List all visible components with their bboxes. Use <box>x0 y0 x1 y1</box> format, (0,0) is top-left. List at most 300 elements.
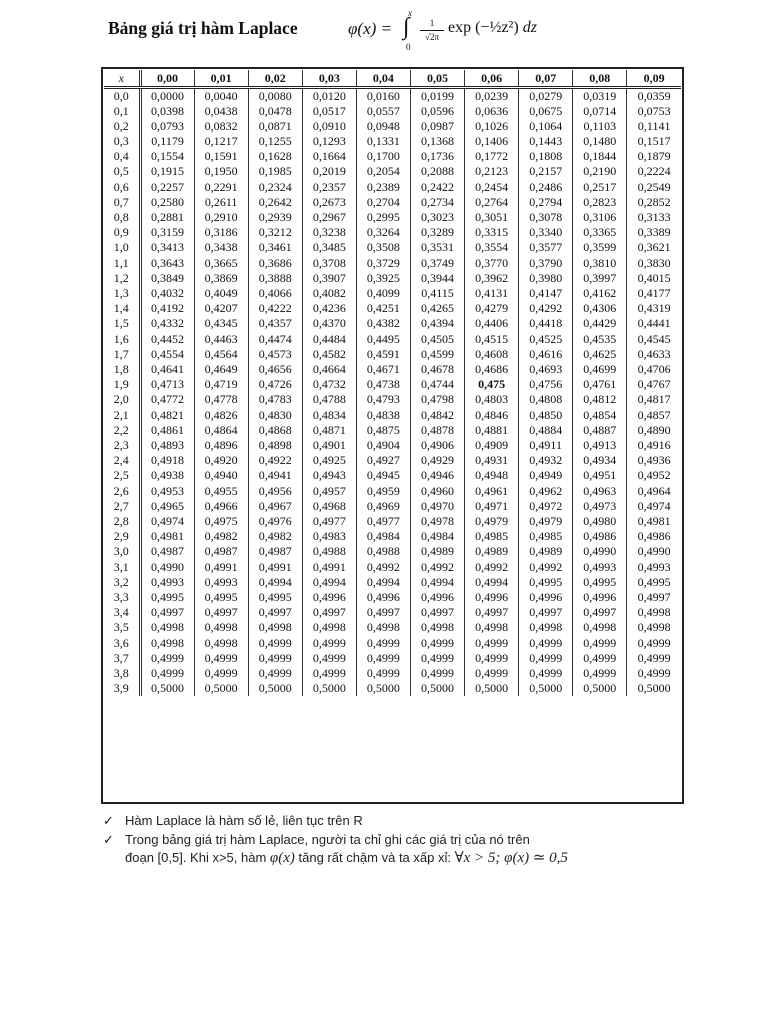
column-header: 0,05 <box>410 70 464 88</box>
table-cell: 0,0120 <box>302 88 356 105</box>
table-cell: 0,4719 <box>194 377 248 392</box>
table-cell: 0,4999 <box>573 651 627 666</box>
table-row <box>104 225 681 240</box>
table-cell: 0,4987 <box>194 544 248 559</box>
table-cell: 0,1331 <box>356 134 410 149</box>
table-cell: 0,3849 <box>140 271 194 286</box>
table-cell: 0,4962 <box>519 483 573 499</box>
table-cell: 0,4732 <box>302 377 356 392</box>
table-cell: 0,0557 <box>356 104 410 119</box>
table-cell: 0,4463 <box>194 331 248 347</box>
table-cell: 0,4999 <box>356 651 410 666</box>
table-row <box>104 331 681 347</box>
table-cell: 0,0753 <box>627 104 681 119</box>
table-cell: 0,3389 <box>627 225 681 240</box>
table-cell: 0,0871 <box>248 119 302 134</box>
table-cell: 0,5000 <box>248 681 302 696</box>
table-cell: 0,4177 <box>627 286 681 301</box>
table-cell: 0,4992 <box>356 559 410 575</box>
table-cell: 0,4994 <box>356 575 410 590</box>
table-cell: 0,0675 <box>519 104 573 119</box>
table-cell: 0,4977 <box>356 514 410 529</box>
table-cell: 0,4999 <box>410 651 464 666</box>
table-cell: 0,0832 <box>194 119 248 134</box>
table-cell: 0,3665 <box>194 255 248 271</box>
table-row <box>104 179 681 195</box>
table-cell: 0,4986 <box>627 529 681 544</box>
row-label: 2,7 <box>113 499 129 513</box>
table-cell: 0,4999 <box>465 635 519 651</box>
table-cell: 0,4554 <box>140 347 194 362</box>
table-row <box>104 119 681 134</box>
table-cell: 0,4406 <box>465 316 519 331</box>
table-cell: 0,4192 <box>140 301 194 316</box>
table-cell: 0,4861 <box>140 423 194 438</box>
table-cell: 0,4920 <box>194 453 248 468</box>
table-cell: 0,4986 <box>573 529 627 544</box>
table-cell: 0,4370 <box>302 316 356 331</box>
table-cell: 0,0000 <box>140 88 194 105</box>
table-cell: 0,4838 <box>356 407 410 423</box>
table-cell: 0,4963 <box>573 483 627 499</box>
table-cell: 0,4998 <box>248 620 302 635</box>
table-cell: 0,4979 <box>465 514 519 529</box>
note-text: đoạn [0,5]. Khi x>5, hàm <box>125 850 267 865</box>
table-cell: 0,475 <box>465 377 519 392</box>
table-cell: 0,3621 <box>627 240 681 255</box>
table-cell: 0,2324 <box>248 179 302 195</box>
table-cell: 0,4999 <box>140 666 194 681</box>
table-cell: 0,4965 <box>140 499 194 514</box>
table-cell: 0,4970 <box>410 499 464 514</box>
table-cell: 0,4535 <box>573 331 627 347</box>
column-header: 0,01 <box>194 70 248 88</box>
table-cell: 0,3413 <box>140 240 194 255</box>
table-cell: 0,2580 <box>140 195 194 210</box>
table-cell: 0,4345 <box>194 316 248 331</box>
table-cell: 0,4909 <box>465 438 519 453</box>
table-row <box>104 134 681 149</box>
table-cell: 0,1772 <box>465 149 519 164</box>
fraction-bar <box>420 30 444 31</box>
row-label: 3,8 <box>113 666 129 680</box>
table-cell: 0,4995 <box>519 575 573 590</box>
note-item <box>103 812 663 830</box>
table-cell: 0,4974 <box>140 514 194 529</box>
row-label: 1,6 <box>113 331 129 346</box>
table-cell: 0,5000 <box>519 681 573 696</box>
table-cell: 0,4812 <box>573 392 627 407</box>
table-cell: 0,4441 <box>627 316 681 331</box>
column-header: 0,06 <box>465 70 519 88</box>
table-cell: 0,4997 <box>410 605 464 620</box>
table-cell: 0,4998 <box>140 620 194 635</box>
row-label: 3,2 <box>113 575 129 589</box>
table-cell: 0,3438 <box>194 240 248 255</box>
table-row <box>104 468 681 483</box>
table-cell: 0,0199 <box>410 88 464 105</box>
table-cell: 0,4099 <box>356 286 410 301</box>
table-cell: 0,4996 <box>302 590 356 605</box>
table-cell: 0,4999 <box>356 666 410 681</box>
table-cell: 0,1700 <box>356 149 410 164</box>
table-cell: 0,4868 <box>248 423 302 438</box>
table-cell: 0,4699 <box>573 362 627 377</box>
table-cell: 0,5000 <box>194 681 248 696</box>
table-cell: 0,4978 <box>410 514 464 529</box>
table-cell: 0,4955 <box>194 483 248 499</box>
table-cell: 0,4625 <box>573 347 627 362</box>
table-cell: 0,3461 <box>248 240 302 255</box>
table-cell: 0,0596 <box>410 104 464 119</box>
table-row <box>104 605 681 620</box>
row-label: 0,1 <box>113 104 129 118</box>
table-cell: 0,0279 <box>519 88 573 105</box>
table-cell: 0,4998 <box>140 635 194 651</box>
table-cell: 0,4564 <box>194 347 248 362</box>
row-label: 2,6 <box>113 483 129 498</box>
table-cell: 0,4582 <box>302 347 356 362</box>
table-cell: 0,4999 <box>356 635 410 651</box>
table-cell: 0,3212 <box>248 225 302 240</box>
table-cell: 0,4979 <box>519 514 573 529</box>
table-cell: 0,4951 <box>573 468 627 483</box>
table-cell: 0,4971 <box>465 499 519 514</box>
table-cell: 0,4826 <box>194 407 248 423</box>
table-cell: 0,4382 <box>356 316 410 331</box>
table-cell: 0,4525 <box>519 331 573 347</box>
table-cell: 0,3869 <box>194 271 248 286</box>
table-cell: 0,4279 <box>465 301 519 316</box>
table-cell: 0,4633 <box>627 347 681 362</box>
table-row <box>104 210 681 225</box>
table-cell: 0,4999 <box>302 635 356 651</box>
table-cell: 0,4893 <box>140 438 194 453</box>
table-cell: 0,4922 <box>248 453 302 468</box>
table-cell: 0,4147 <box>519 286 573 301</box>
table-cell: 0,4998 <box>194 635 248 651</box>
fraction-denominator: √2π <box>425 32 439 42</box>
table-cell: 0,4943 <box>302 468 356 483</box>
table-cell: 0,4966 <box>194 499 248 514</box>
table-cell: 0,4995 <box>194 590 248 605</box>
column-header: 0,08 <box>573 70 627 88</box>
table-cell: 0,3340 <box>519 225 573 240</box>
table-row <box>104 559 681 575</box>
table-cell: 0,4991 <box>194 559 248 575</box>
table-cell: 0,4793 <box>356 392 410 407</box>
table-cell: 0,0793 <box>140 119 194 134</box>
table-cell: 0,0517 <box>302 104 356 119</box>
table-cell: 0,2054 <box>356 164 410 179</box>
table-cell: 0,3686 <box>248 255 302 271</box>
table-cell: 0,1591 <box>194 149 248 164</box>
table-cell: 0,3315 <box>465 225 519 240</box>
table-cell: 0,1103 <box>573 119 627 134</box>
table-cell: 0,4608 <box>465 347 519 362</box>
table-cell: 0,1736 <box>410 149 464 164</box>
column-header-x: x <box>104 70 140 88</box>
column-header: 0,07 <box>519 70 573 88</box>
table-cell: 0,4998 <box>410 620 464 635</box>
page-header <box>108 4 708 58</box>
table-cell: 0,4515 <box>465 331 519 347</box>
table-cell: 0,3133 <box>627 210 681 225</box>
table-cell: 0,4332 <box>140 316 194 331</box>
table-cell: 0,3485 <box>302 240 356 255</box>
table-cell: 0,4306 <box>573 301 627 316</box>
table-cell: 0,4505 <box>410 331 464 347</box>
table-cell: 0,2454 <box>465 179 519 195</box>
table-cell: 0,4997 <box>627 590 681 605</box>
table-cell: 0,5000 <box>465 681 519 696</box>
table-cell: 0,4896 <box>194 438 248 453</box>
table-cell: 0,3944 <box>410 271 464 286</box>
table-row <box>104 195 681 210</box>
table-cell: 0,0438 <box>194 104 248 119</box>
table-cell: 0,4934 <box>573 453 627 468</box>
table-cell: 0,0160 <box>356 88 410 105</box>
table-cell: 0,4996 <box>410 590 464 605</box>
row-label: 0,8 <box>113 210 129 224</box>
table-cell: 0,0239 <box>465 88 519 105</box>
table-cell: 0,4857 <box>627 407 681 423</box>
table-cell: 0,2939 <box>248 210 302 225</box>
table-cell: 0,4991 <box>302 559 356 575</box>
table-cell: 0,4994 <box>248 575 302 590</box>
table-cell: 0,4932 <box>519 453 573 468</box>
table-cell: 0,2088 <box>410 164 464 179</box>
table-cell: 0,0636 <box>465 104 519 119</box>
table-cell: 0,2734 <box>410 195 464 210</box>
row-label: 1,2 <box>113 271 129 285</box>
table-cell: 0,4992 <box>519 559 573 575</box>
table-cell: 0,4599 <box>410 347 464 362</box>
table-row <box>104 514 681 529</box>
table-cell: 0,4236 <box>302 301 356 316</box>
table-cell: 0,4884 <box>519 423 573 438</box>
table-cell: 0,4664 <box>302 362 356 377</box>
table-cell: 0,4744 <box>410 377 464 392</box>
table-cell: 0,4998 <box>302 620 356 635</box>
table-cell: 0,2257 <box>140 179 194 195</box>
row-label: 0,9 <box>113 225 129 239</box>
table-cell: 0,1844 <box>573 149 627 164</box>
row-label: 1,0 <box>113 240 129 254</box>
laplace-table-frame <box>101 67 684 804</box>
table-cell: 0,4945 <box>356 468 410 483</box>
note-item <box>103 831 663 867</box>
table-cell: 0,2910 <box>194 210 248 225</box>
table-cell: 0,4616 <box>519 347 573 362</box>
table-cell: 0,3186 <box>194 225 248 240</box>
table-cell: 0,4993 <box>573 559 627 575</box>
table-cell: 0,4961 <box>465 483 519 499</box>
table-cell: 0,4998 <box>356 620 410 635</box>
table-cell: 0,4772 <box>140 392 194 407</box>
row-label: 3,7 <box>113 651 129 665</box>
table-row <box>104 423 681 438</box>
table-cell: 0,2019 <box>302 164 356 179</box>
table-cell: 0,4591 <box>356 347 410 362</box>
row-label: 3,0 <box>113 544 129 558</box>
table-cell: 0,4999 <box>194 651 248 666</box>
table-row <box>104 164 681 179</box>
table-cell: 0,3508 <box>356 240 410 255</box>
notes-section <box>103 812 663 868</box>
row-label: 1,7 <box>113 347 129 361</box>
table-cell: 0,3599 <box>573 240 627 255</box>
table-cell: 0,2881 <box>140 210 194 225</box>
table-cell: 0,4452 <box>140 331 194 347</box>
table-cell: 0,5000 <box>140 681 194 696</box>
table-cell: 0,3106 <box>573 210 627 225</box>
table-cell: 0,4940 <box>194 468 248 483</box>
table-cell: 0,1808 <box>519 149 573 164</box>
table-cell: 0,4803 <box>465 392 519 407</box>
table-row <box>104 635 681 651</box>
table-cell: 0,2486 <box>519 179 573 195</box>
table-cell: 0,2389 <box>356 179 410 195</box>
table-cell: 0,4981 <box>627 514 681 529</box>
table-cell: 0,4916 <box>627 438 681 453</box>
table-cell: 0,4850 <box>519 407 573 423</box>
table-cell: 0,4996 <box>465 590 519 605</box>
table-cell: 0,4982 <box>194 529 248 544</box>
column-header: 0,02 <box>248 70 302 88</box>
column-header: 0,03 <box>302 70 356 88</box>
table-cell: 0,4985 <box>519 529 573 544</box>
table-cell: 0,1064 <box>519 119 573 134</box>
table-cell: 0,4686 <box>465 362 519 377</box>
table-cell: 0,4999 <box>465 651 519 666</box>
table-cell: 0,4967 <box>248 499 302 514</box>
table-cell: 0,4981 <box>140 529 194 544</box>
table-cell: 0,4948 <box>465 468 519 483</box>
table-cell: 0,4997 <box>465 605 519 620</box>
table-row <box>104 407 681 423</box>
table-cell: 0,4115 <box>410 286 464 301</box>
table-cell: 0,3790 <box>519 255 573 271</box>
row-label: 3,4 <box>113 605 129 619</box>
table-cell: 0,4913 <box>573 438 627 453</box>
table-cell: 0,4953 <box>140 483 194 499</box>
table-cell: 0,4906 <box>410 438 464 453</box>
integral-upper-limit: x <box>408 8 412 18</box>
table-cell: 0,4999 <box>410 666 464 681</box>
checkmark-icon: ✓ <box>103 813 114 828</box>
table-cell: 0,1026 <box>465 119 519 134</box>
table-cell: 0,4976 <box>248 514 302 529</box>
table-cell: 0,4495 <box>356 331 410 347</box>
table-cell: 0,2157 <box>519 164 573 179</box>
table-cell: 0,4938 <box>140 468 194 483</box>
table-cell: 0,4878 <box>410 423 464 438</box>
laplace-table <box>104 70 681 696</box>
table-row <box>104 575 681 590</box>
table-cell: 0,2517 <box>573 179 627 195</box>
table-row <box>104 590 681 605</box>
row-label: 1,9 <box>113 377 129 391</box>
table-cell: 0,4999 <box>519 666 573 681</box>
table-cell: 0,4925 <box>302 453 356 468</box>
table-row <box>104 483 681 499</box>
table-cell: 0,4993 <box>627 559 681 575</box>
table-cell: 0,3907 <box>302 271 356 286</box>
table-cell: 0,1406 <box>465 134 519 149</box>
table-cell: 0,1664 <box>302 149 356 164</box>
table-cell: 0,4778 <box>194 392 248 407</box>
table-cell: 0,4713 <box>140 377 194 392</box>
table-cell: 0,4974 <box>627 499 681 514</box>
table-cell: 0,4394 <box>410 316 464 331</box>
table-cell: 0,0040 <box>194 88 248 105</box>
table-cell: 0,4931 <box>465 453 519 468</box>
laplace-formula <box>348 4 608 58</box>
table-cell: 0,3078 <box>519 210 573 225</box>
table-cell: 0,4693 <box>519 362 573 377</box>
table-cell: 0,3770 <box>465 255 519 271</box>
table-cell: 0,4997 <box>140 605 194 620</box>
table-header-row <box>104 70 681 88</box>
row-label: 2,1 <box>113 407 129 422</box>
table-cell: 0,2794 <box>519 195 573 210</box>
table-row <box>104 271 681 286</box>
table-cell: 0,4992 <box>465 559 519 575</box>
formula-exponential <box>448 19 537 37</box>
table-cell: 0,4997 <box>302 605 356 620</box>
table-cell: 0,4960 <box>410 483 464 499</box>
table-cell: 0,1915 <box>140 164 194 179</box>
table-cell: 0,4998 <box>627 605 681 620</box>
integral-lower-limit: 0 <box>406 42 411 52</box>
table-cell: 0,2190 <box>573 164 627 179</box>
table-cell: 0,4066 <box>248 286 302 301</box>
table-cell: 0,4929 <box>410 453 464 468</box>
table-cell: 0,4842 <box>410 407 464 423</box>
table-cell: 0,4996 <box>519 590 573 605</box>
table-row <box>104 88 681 105</box>
table-cell: 0,4956 <box>248 483 302 499</box>
table-cell: 0,3051 <box>465 210 519 225</box>
table-cell: 0,4032 <box>140 286 194 301</box>
table-cell: 0,0910 <box>302 119 356 134</box>
table-cell: 0,4999 <box>248 666 302 681</box>
table-cell: 0,3159 <box>140 225 194 240</box>
row-label: 3,5 <box>113 620 129 634</box>
table-cell: 0,3997 <box>573 271 627 286</box>
table-cell: 0,4798 <box>410 392 464 407</box>
row-label: 2,5 <box>113 468 129 482</box>
table-cell: 0,3531 <box>410 240 464 255</box>
row-label: 0,6 <box>113 179 129 194</box>
table-cell: 0,4999 <box>248 651 302 666</box>
table-cell: 0,4846 <box>465 407 519 423</box>
formula-dz: dz <box>522 19 537 36</box>
table-cell: 0,4817 <box>627 392 681 407</box>
table-row <box>104 666 681 681</box>
table-cell: 0,5000 <box>356 681 410 696</box>
table-cell: 0,4992 <box>410 559 464 575</box>
note-text: Trong bảng giá trị hàm Laplace, người ta chỉ ghi các giá trị của nó trên <box>125 832 530 847</box>
table-cell: 0,4265 <box>410 301 464 316</box>
table-cell: 0,0080 <box>248 88 302 105</box>
table-cell: 0,2852 <box>627 195 681 210</box>
table-cell: 0,4222 <box>248 301 302 316</box>
table-cell: 0,3577 <box>519 240 573 255</box>
row-label: 0,3 <box>113 134 129 148</box>
table-cell: 0,5000 <box>573 681 627 696</box>
